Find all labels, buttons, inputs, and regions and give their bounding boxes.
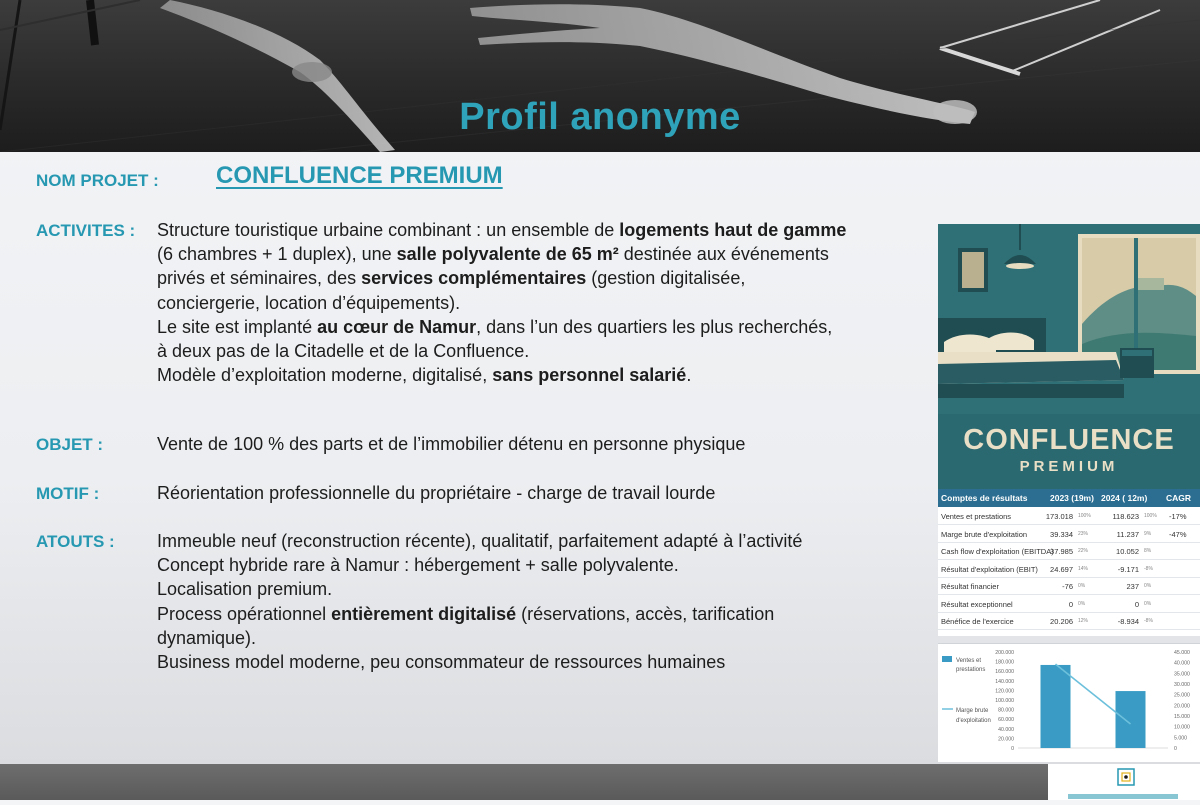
- header-cagr: CAGR: [1166, 493, 1192, 503]
- footer-band: [0, 764, 1200, 800]
- atouts-item-5: Business model moderne, peu consommateur de ressources humaines: [157, 652, 726, 673]
- y-tick-label: 0: [1011, 746, 1014, 752]
- pct-2023: 23%: [1078, 530, 1089, 537]
- pct-2023: 100%: [1078, 513, 1091, 519]
- pct-2024: 8%: [1144, 548, 1152, 554]
- y-tick-label: 20.000: [998, 736, 1014, 743]
- pct-2023: 22%: [1078, 548, 1089, 554]
- pct-2023: 0%: [1078, 600, 1086, 607]
- pct-2023: 14%: [1078, 565, 1089, 572]
- legend-label: Marge brute: [956, 708, 989, 714]
- y2-tick-label: 20.000: [1174, 703, 1190, 710]
- value-2024: -8.934: [1117, 617, 1139, 626]
- table-row: [938, 560, 1200, 578]
- table-row: [938, 542, 1200, 560]
- y-tick-label: 180.000: [995, 659, 1014, 666]
- pct-2024: 0%: [1144, 583, 1152, 589]
- y2-tick-label: 5.000: [1174, 735, 1187, 742]
- bar: [1041, 665, 1071, 748]
- motif-text: Réorientation professionnelle du propriétaire - charge de travail lourde: [157, 483, 716, 503]
- value-2023: -76: [1062, 582, 1073, 591]
- value-2024: 237: [1126, 582, 1139, 591]
- y-tick-label: 40.000: [998, 726, 1014, 733]
- table-row: [938, 577, 1200, 595]
- logo-mark-icon: [1048, 764, 1200, 800]
- activites-text: [157, 218, 847, 387]
- page-title: Profil anonyme: [459, 96, 741, 138]
- row-label: Ventes et prestations: [941, 512, 1012, 521]
- project-name-label: NOM PROJET :: [36, 171, 159, 190]
- value-2023: 173.018: [1045, 512, 1073, 521]
- pct-2023: 0%: [1078, 583, 1086, 589]
- y2-tick-label: 0: [1174, 746, 1177, 752]
- value-2024: 11.237: [1116, 529, 1139, 539]
- row-label: Cash flow d'exploitation (EBITDA): [941, 547, 1054, 556]
- motif-label: MOTIF :: [36, 484, 100, 503]
- promo-title: CONFLUENCE: [963, 424, 1175, 456]
- atouts-text: [157, 529, 817, 674]
- legend-label: prestations: [956, 667, 986, 673]
- value-2024: 10.052: [1116, 547, 1139, 556]
- row-label: Résultat d'exploitation (EBIT): [941, 564, 1038, 574]
- y2-tick-label: 40.000: [1174, 660, 1190, 667]
- y-tick-label: 140.000: [995, 678, 1014, 685]
- activites-paragraph-2: Le site est implanté au cœur de Namur, dans l’un des quartiers les plus recherchés, à deux pas de la Citadelle et de la Confluence.: [157, 316, 833, 362]
- atouts-item-4: Process opérationnel entièrement digitalisé (réservations, accès, tarification dynamique).: [157, 603, 775, 648]
- y-tick-label: 100.000: [995, 698, 1014, 704]
- y2-tick-label: 30.000: [1174, 682, 1190, 688]
- header-label: Comptes de résultats: [941, 493, 1028, 503]
- y2-tick-label: 15.000: [1174, 714, 1190, 720]
- y-tick-label: 120.000: [995, 688, 1014, 695]
- atouts-label: ATOUTS :: [36, 532, 115, 551]
- pct-2024: -8%: [1144, 618, 1153, 624]
- pct-2024: -8%: [1144, 565, 1153, 572]
- atouts-item-2: Concept hybride rare à Namur : hébergement + salle polyvalente.: [157, 555, 679, 576]
- atouts-item-1: Immeuble neuf (reconstruction récente), qualitatif, parfaitement adapté à l’activité: [157, 531, 803, 551]
- value-2023: 39.334: [1050, 529, 1073, 539]
- pct-2023: 12%: [1078, 618, 1089, 624]
- cagr-value: -17%: [1169, 512, 1187, 521]
- header-2024: 2024 ( 12m): [1101, 493, 1148, 503]
- header-2023: 2023 (19m): [1050, 493, 1094, 503]
- value-2024: -9.171: [1117, 564, 1139, 574]
- y2-tick-label: 35.000: [1174, 671, 1190, 678]
- activites-paragraph-1: Structure touristique urbaine combinant : un ensemble de logements haut de gamme (6 chambres + 1 duplex), une salle polyvalente de 65 m² destinée aux événements privés et séminaires, des services complémentaires (gestion digitalisée, conciergerie, location d’équipements).: [157, 220, 847, 313]
- project-name: CONFLUENCE PREMIUM: [216, 162, 503, 189]
- bar: [1116, 691, 1146, 748]
- objet-label: OBJET :: [36, 435, 104, 454]
- table-row: [938, 612, 1200, 630]
- value-2023: 37.985: [1050, 547, 1073, 556]
- company-logo: [1048, 764, 1200, 800]
- legend-label: d'exploitation: [956, 718, 991, 724]
- row-label: Résultat exceptionnel: [941, 599, 1013, 609]
- promo-subtitle: PREMIUM: [1019, 458, 1119, 475]
- y-tick-label: 60.000: [998, 717, 1014, 724]
- activites-paragraph-3: Modèle d’exploitation moderne, digitalisé, sans personnel salarié.: [157, 365, 692, 386]
- value-2023: 24.697: [1050, 564, 1073, 574]
- pct-2024: 0%: [1144, 600, 1152, 607]
- value-2024: 118.623: [1112, 512, 1139, 521]
- value-2023: 0: [1068, 599, 1073, 609]
- y-tick-label: 160.000: [995, 669, 1014, 676]
- activites-label: ACTIVITES :: [36, 221, 136, 240]
- row-label: Résultat financier: [941, 582, 999, 591]
- atouts-item-3: Localisation premium.: [157, 579, 333, 600]
- y2-tick-label: 45.000: [1174, 650, 1190, 656]
- cagr-value: -47%: [1169, 529, 1187, 539]
- table-row: [938, 595, 1200, 613]
- pct-2024: 100%: [1144, 513, 1157, 519]
- y-tick-label: 200.000: [995, 650, 1014, 656]
- objet-text: Vente de 100 % des parts et de l’immobilier détenu en personne physique: [157, 434, 746, 454]
- income-statement-table: [938, 489, 1200, 636]
- value-2024: 0: [1134, 599, 1139, 609]
- row-label: Marge brute d'exploitation: [941, 529, 1028, 539]
- y-tick-label: 80.000: [998, 707, 1014, 714]
- legend-swatch-bar: [942, 656, 952, 662]
- row-label: Bénéfice de l'exercice: [941, 617, 1014, 626]
- pct-2024: 9%: [1144, 530, 1152, 537]
- y2-tick-label: 25.000: [1174, 692, 1190, 699]
- legend-label: Ventes et: [956, 658, 982, 664]
- revenue-margin-chart: [938, 643, 1200, 762]
- chart-canvas: [938, 644, 1200, 762]
- table-row: [938, 525, 1200, 543]
- income-statement-header: [938, 489, 1200, 507]
- value-2023: 20.206: [1050, 617, 1073, 626]
- table-row: [938, 507, 1200, 525]
- y2-tick-label: 10.000: [1174, 724, 1190, 731]
